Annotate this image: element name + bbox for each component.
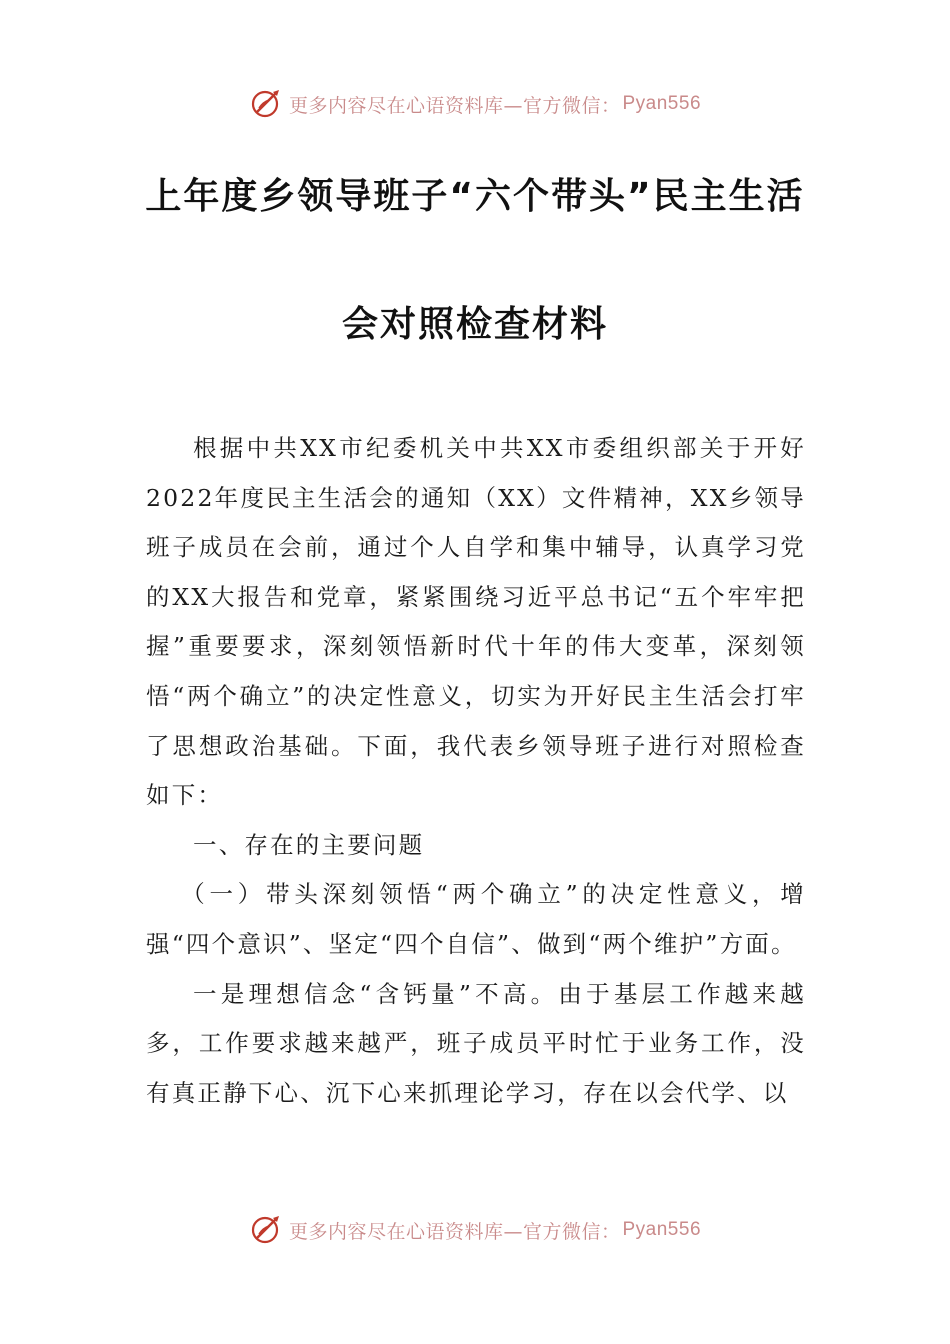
document-title-line1: 上年度乡领导班子“六个带头”民主生活: [145, 176, 805, 217]
watermark-text: 更多内容尽在心语资料库—官方微信：: [288, 94, 621, 117]
watermark-footer: [0, 1210, 950, 1250]
subsection-heading-1: （一）带头深刻领悟“两个确立”的决定性意义，增强“四个意识”、坚定“四个自信”、做到“两个维护”方面。: [146, 880, 806, 958]
watermark-text: 更多内容尽在心语资料库—官方微信：: [288, 1220, 621, 1243]
watermark-header: [0, 84, 950, 124]
pen-logo-icon: [249, 86, 285, 122]
document-title-line2: 会对照检查材料: [341, 304, 608, 345]
document-body: [146, 424, 806, 1118]
section-heading-1: 一、存在的主要问题: [193, 830, 425, 859]
intro-paragraph: 根据中共XX市纪委机关中共XX市委组织部关于开好2022年度民主生活会的通知（XX）文件精神，XX乡领导班子成员在会前，通过个人自学和集中辅导，认真学习党的XX大报告和党章，紧紧围绕习近平总书记“五个牢牢把握”重要要求，深刻领悟新时代十年的伟大变革，深刻领悟“两个确立”的决定性意义，切实为开好民主生活会打牢了思想政治基础。下面，我代表乡领导班子进行对照检查如下：: [146, 434, 806, 810]
body-paragraph-2: 一是理想信念“含钙量”不高。由于基层工作越来越多，工作要求越来越严，班子成员平时忙于业务工作，没有真正静下心、沉下心来抓理论学习，存在以会代学、以: [146, 979, 806, 1107]
watermark-wechat-id: Pyan556: [622, 93, 702, 114]
watermark-wechat-id: Pyan556: [622, 1219, 702, 1240]
pen-logo-icon: [249, 1212, 285, 1248]
